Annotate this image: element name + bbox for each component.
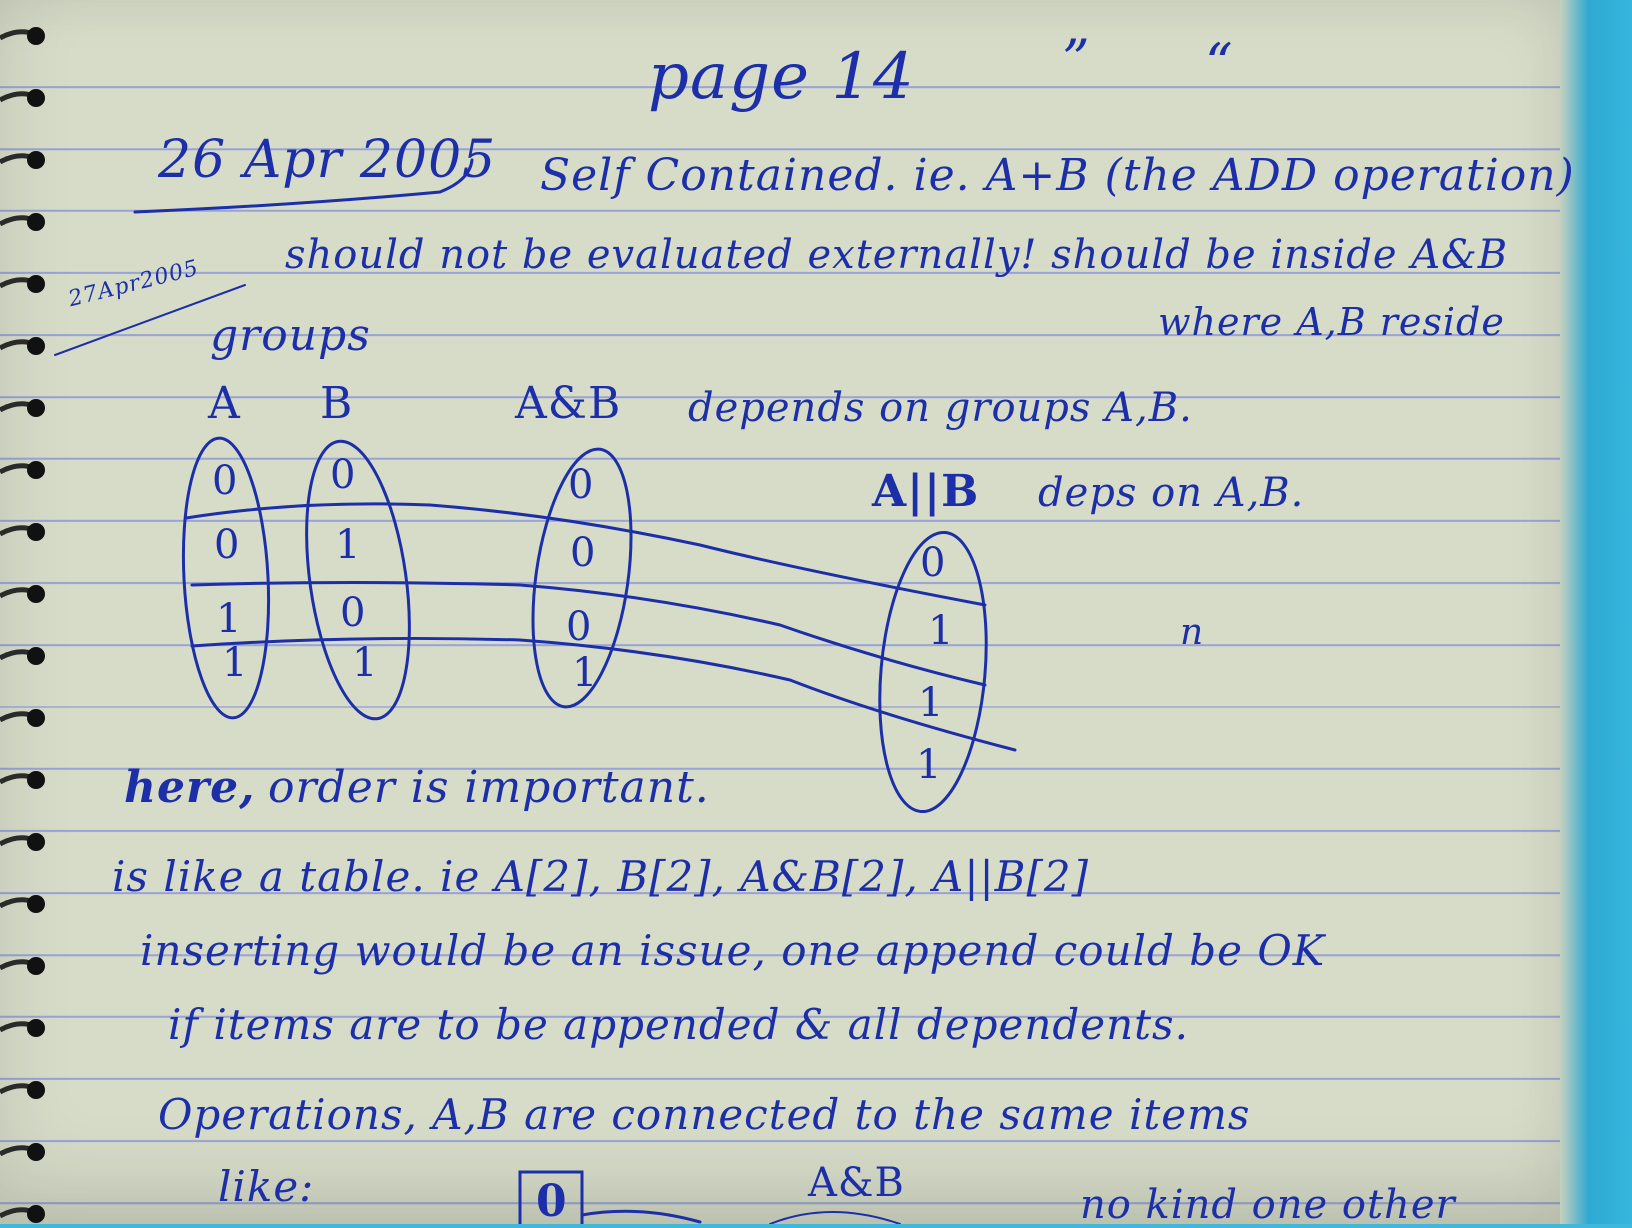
bottom-and-label: A&B <box>808 1160 905 1206</box>
line-self-contained: Self Contained. ie. A+B (the ADD operation) <box>540 150 1575 201</box>
or-description: deps on A,B. <box>1038 470 1305 516</box>
operations-line: Operations, A,B are connected to the same items <box>158 1090 1251 1139</box>
a-row-3: 1 <box>216 596 243 642</box>
squiggle-mark: n <box>1180 612 1205 653</box>
bottom-tail-text: no kind one other <box>1080 1182 1456 1228</box>
b-row-3: 0 <box>340 590 367 636</box>
inserting-line: inserting would be an issue, one append could be OK <box>140 926 1326 975</box>
b-row-2: 1 <box>335 522 362 568</box>
column-and-label: A&B <box>515 378 622 429</box>
line-should-not: should not be evaluated externally! should be inside A&B <box>285 232 1509 278</box>
order-important: order is important. <box>268 762 710 813</box>
row-line-3 <box>192 638 1015 750</box>
column-a-label: A <box>208 378 241 429</box>
and-row-3: 0 <box>566 604 593 650</box>
or-row-3: 1 <box>918 680 945 726</box>
here-bold: here, <box>124 762 256 813</box>
groups-label: groups <box>210 310 371 361</box>
entry-date: 26 Apr 2005 <box>158 130 497 190</box>
ditto-mark-1: ” <box>1062 28 1091 91</box>
and-description: depends on groups A,B. <box>688 385 1193 431</box>
box-value: 0 <box>536 1176 568 1227</box>
b-row-1: 0 <box>330 452 357 498</box>
b-row-4: 1 <box>352 640 379 686</box>
line-where-reside: where A,B reside <box>1158 300 1505 344</box>
and-row-4: 1 <box>572 650 599 696</box>
page-title: page 14 <box>648 40 915 114</box>
or-row-2: 1 <box>928 608 955 654</box>
column-or-label: A||B <box>872 466 980 517</box>
or-row-1: 0 <box>920 540 947 586</box>
table-line: is like a table. ie A[2], B[2], A&B[2], A||B[2] <box>112 852 1090 901</box>
bottom-curve <box>770 1212 900 1224</box>
and-row-1: 0 <box>568 462 595 508</box>
like-label: like: <box>218 1162 315 1211</box>
ditto-mark-2: “ <box>1205 32 1234 95</box>
column-b-label: B <box>320 378 354 429</box>
box-arrow <box>582 1211 700 1222</box>
second-date: 27Apr2005 <box>66 255 202 313</box>
if-items-line: if items are to be appended & all dependents. <box>168 1000 1189 1049</box>
a-row-1: 0 <box>212 458 239 504</box>
and-row-2: 0 <box>570 530 597 576</box>
a-row-2: 0 <box>214 522 241 568</box>
a-row-4: 1 <box>222 640 249 686</box>
or-row-4: 1 <box>916 742 943 788</box>
